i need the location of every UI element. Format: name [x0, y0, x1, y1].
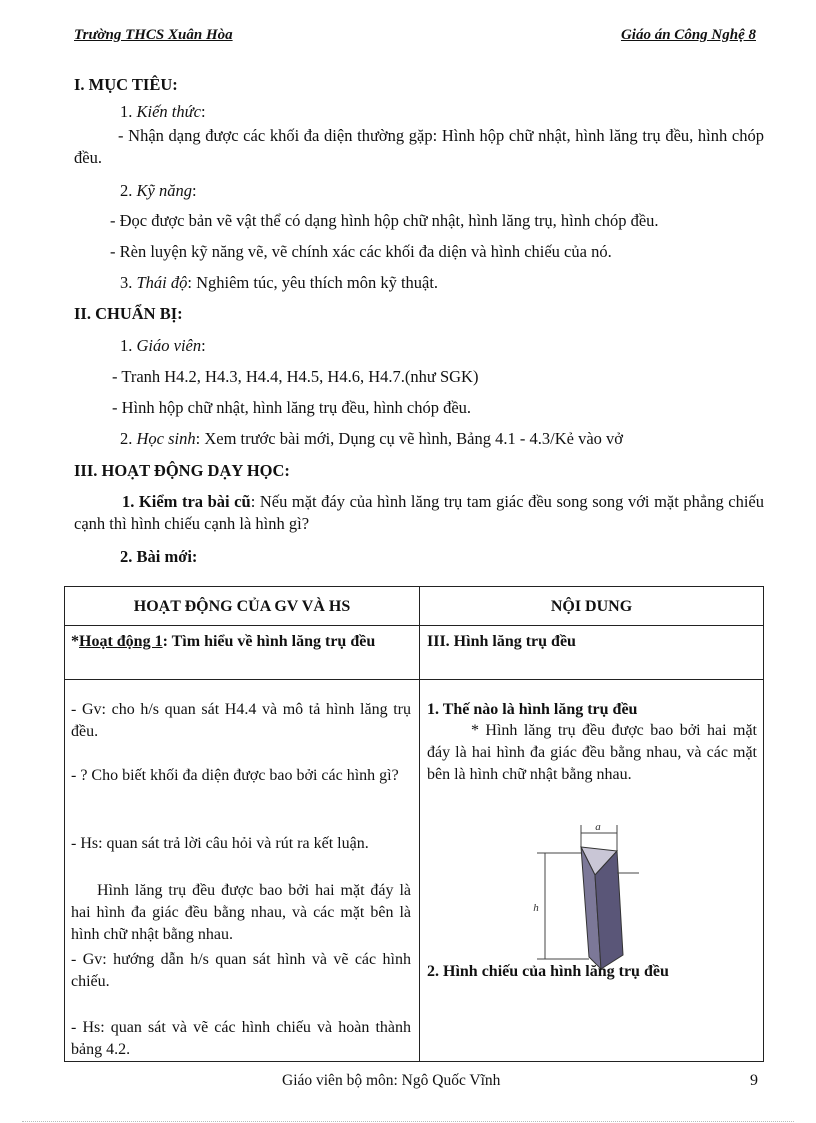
left-item-6: - Hs: quan sát và vẽ các hình chiếu và hoàn thành bảng 4.2.: [71, 1019, 411, 1058]
school-name: Trường THCS Xuân Hòa: [74, 27, 233, 43]
footer-teacher: Giáo viên bộ môn: Ngô Quốc Vĩnh: [282, 1072, 501, 1089]
prism-figure: [511, 819, 651, 974]
activity-1-title: *Hoạt động 1: Tìm hiểu về hình lăng trụ đều: [71, 633, 376, 650]
label-a: a: [595, 821, 601, 833]
left-item-5: - Gv: hướng dẫn h/s quan sát hình và vẽ các hình chiếu.: [71, 951, 411, 990]
teacher-heading: 1. Giáo viên:: [120, 336, 206, 355]
col-left-header: HOẠT ĐỘNG CỦA GV VÀ HS: [133, 598, 351, 615]
lesson-table: [64, 586, 764, 1062]
left-item-1: - Gv: cho h/s quan sát H4.4 và mô tả hình lăng trụ đều.: [71, 701, 411, 740]
right-definition: * Hình lăng trụ đều được bao bởi hai mặt đáy là hai hình đa giác đều bằng nhau, và các mặt bên là hình chữ nhật bằng nhau.: [427, 722, 757, 783]
page-number: 9: [750, 1072, 758, 1089]
knowledge-text: - Nhận dạng được các khối đa diện thường gặp: Hình hộp chữ nhật, hình lăng trụ đều, hình chóp đều.: [74, 126, 764, 167]
col-right-header: NỘI DUNG: [550, 598, 633, 615]
right-sub-1: 1. Thế nào là hình lăng trụ đều: [427, 701, 638, 718]
skills-heading: 2. Kỹ năng:: [120, 181, 197, 200]
page-border: [22, 1121, 794, 1122]
section-2-title: II. CHUẨN BỊ:: [74, 304, 183, 323]
right-section-title: III. Hình lăng trụ đều: [427, 633, 576, 650]
new-lesson-heading: 2. Bài mới:: [120, 547, 198, 566]
knowledge-heading: 1. Kiến thức:: [120, 102, 206, 121]
left-item-4: Hình lăng trụ đều được bao bởi hai mặt đáy là hai hình đa giác đều bằng nhau, và các mặt bên là hình chữ nhật bằng nhau.: [71, 882, 411, 943]
student-line: 2. Học sinh: Xem trước bài mới, Dụng cụ vẽ hình, Bảng 4.1 - 4.3/Kẻ vào vở: [120, 429, 623, 448]
column-divider: [419, 587, 420, 1061]
activity-divider: [65, 679, 763, 680]
section-3-title: III. HOẠT ĐỘNG DẠY HỌC:: [74, 461, 290, 480]
skills-item-2: - Rèn luyện kỹ năng vẽ, vẽ chính xác các khối đa diện và hình chiếu của nó.: [110, 242, 612, 261]
subject-title: Giáo án Công Nghệ 8: [620, 27, 756, 43]
check-old-lesson: 1. Kiểm tra bài cũ: Nếu mặt đáy của hình lăng trụ tam giác đều song song với mặt phẳng chiếu cạnh thì hình chiếu cạnh là hình gì?: [74, 492, 764, 533]
teacher-item-2: - Hình hộp chữ nhật, hình lăng trụ đều, hình chóp đều.: [112, 398, 472, 417]
left-item-3: - Hs: quan sát trả lời câu hỏi và rút ra kết luận.: [71, 835, 369, 852]
section-1-title: I. MỤC TIÊU:: [74, 75, 178, 94]
label-h: h: [533, 902, 539, 914]
header-divider: [65, 625, 763, 626]
attitude-line: 3. Thái độ: Nghiêm túc, yêu thích môn kỹ thuật.: [120, 273, 439, 292]
right-sub-2: 2. Hình chiếu của hình lăng trụ đều: [427, 963, 669, 980]
skills-item-1: - Đọc được bản vẽ vật thể có dạng hình hộp chữ nhật, hình lăng trụ, hình chóp đều.: [110, 211, 659, 230]
left-item-2: - ? Cho biết khối đa diện được bao bởi các hình gì?: [71, 767, 399, 784]
teacher-item-1: - Tranh H4.2, H4.3, H4.4, H4.5, H4.6, H4.7.(như SGK): [112, 367, 479, 386]
